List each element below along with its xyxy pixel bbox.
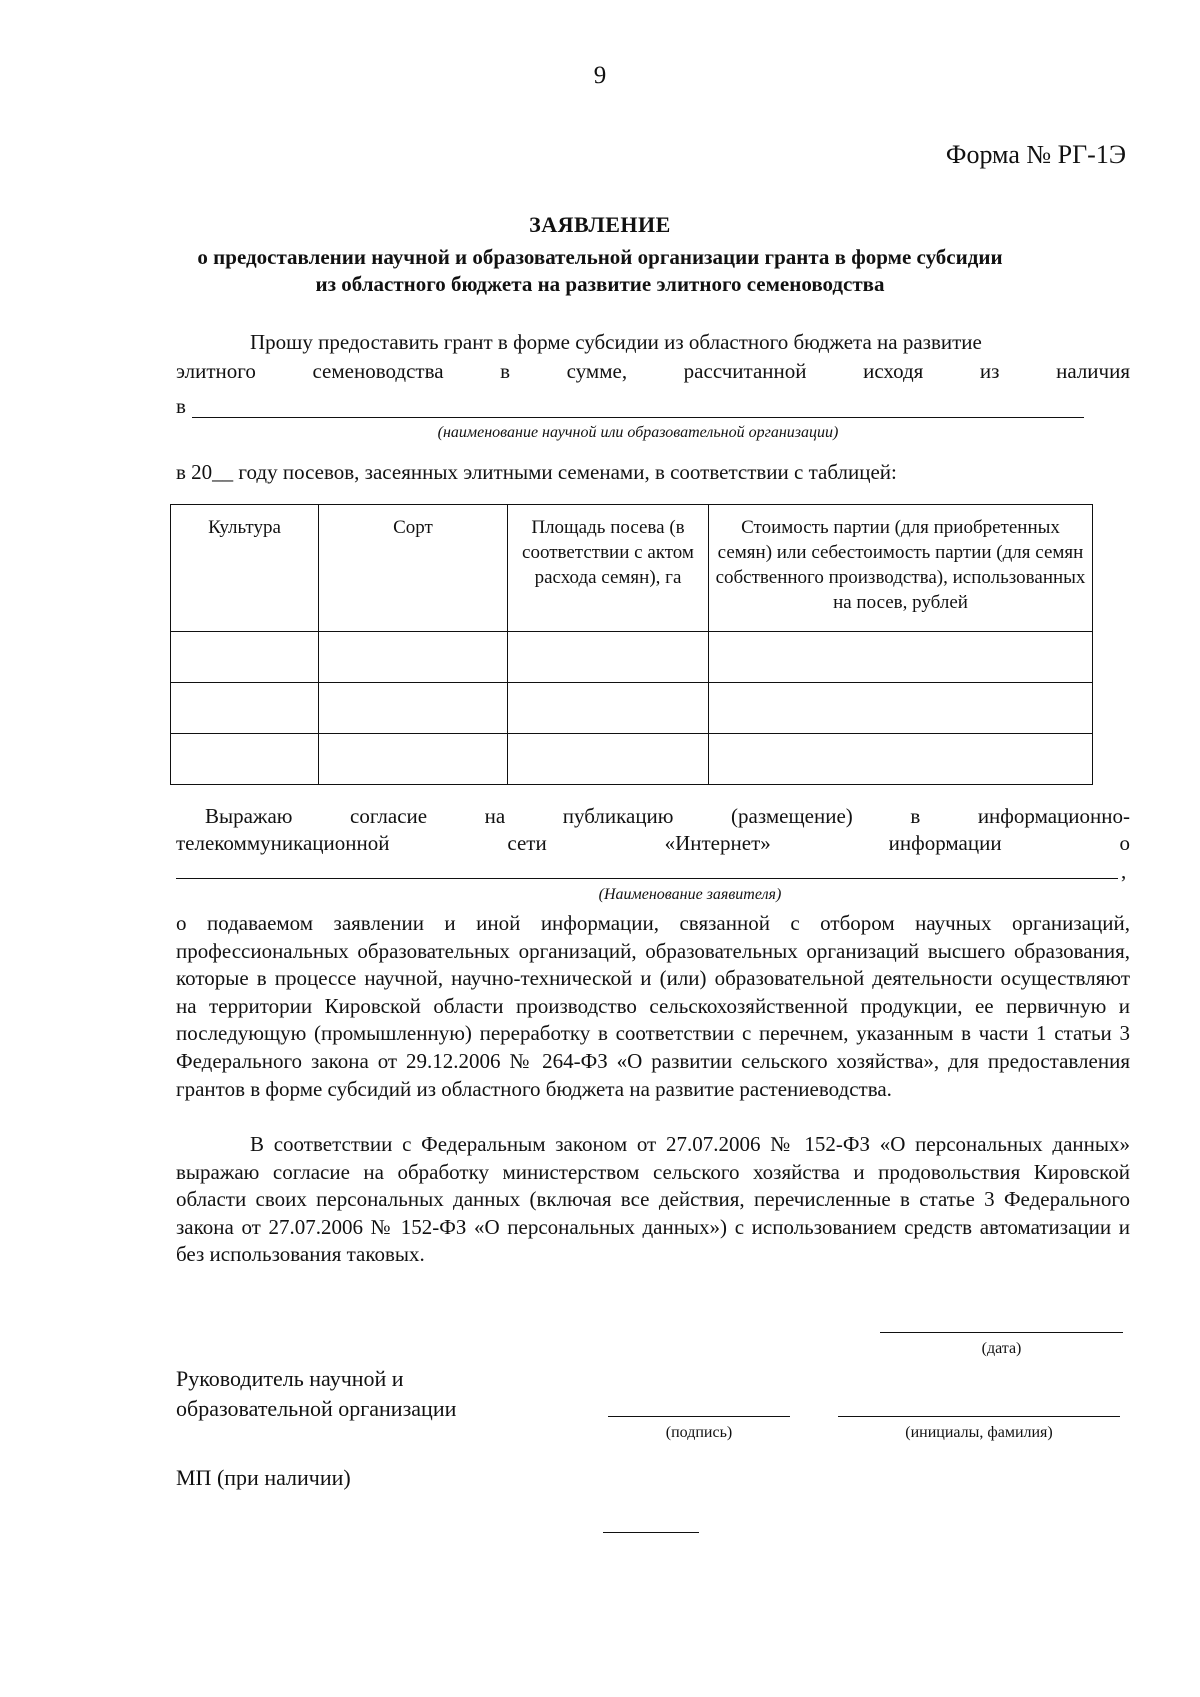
- table-row: [171, 632, 1093, 683]
- subtitle-line-2: из областного бюджета на развитие элитного семеноводства: [315, 272, 885, 296]
- request-line-2: элитного семеноводства в сумме, рассчитанной исходя из наличия: [176, 359, 1130, 383]
- document-subtitle: [150, 244, 1050, 298]
- applicant-line-comma: ,: [1121, 859, 1127, 883]
- document-title: ЗАЯВЛЕНИЕ: [529, 212, 671, 237]
- head-title-line-2: образовательной организации: [176, 1396, 457, 1421]
- table-row: [171, 734, 1093, 785]
- table-header-culture: Культура: [171, 505, 319, 632]
- organization-name-line[interactable]: [192, 417, 1084, 418]
- table-cell[interactable]: [171, 632, 319, 683]
- applicant-name-caption: (Наименование заявителя): [598, 886, 782, 903]
- table-header-area: Площадь посева (в соответствии с актом расхода семян), га: [508, 505, 709, 632]
- table-row: [171, 683, 1093, 734]
- table-cell[interactable]: [508, 683, 709, 734]
- table-cell[interactable]: [319, 632, 508, 683]
- initials-line[interactable]: [838, 1416, 1120, 1417]
- request-line-1: Прошу предоставить грант в форме субсидии из областного бюджета на развитие: [250, 330, 982, 354]
- consent-line-2: телекоммуникационной сети «Интернет» информации о: [176, 831, 1130, 855]
- subtitle-line-1: о предоставлении научной и образовательной организации гранта в форме субсидии: [197, 245, 1003, 269]
- stamp-label: МП (при наличии): [176, 1465, 351, 1490]
- date-line[interactable]: [880, 1332, 1123, 1333]
- page-number: 9: [593, 62, 607, 89]
- date-caption: (дата): [981, 1340, 1022, 1357]
- consent-line-1: Выражаю согласие на публикацию (размещение) в информационно-: [205, 804, 1130, 828]
- table-cell[interactable]: [171, 734, 319, 785]
- head-title-line-1: Руководитель научной и: [176, 1366, 404, 1391]
- signature-line[interactable]: [608, 1416, 790, 1417]
- year-line: в 20__ году посевов, засеянных элитными семенами, в соответствии с таблицей:: [176, 460, 897, 484]
- bottom-short-line: [603, 1532, 699, 1533]
- table-cell[interactable]: [709, 632, 1093, 683]
- table-cell[interactable]: [508, 734, 709, 785]
- organization-name-caption: (наименование научной или образовательной организации): [437, 424, 839, 441]
- table-cell[interactable]: [709, 734, 1093, 785]
- table-header-variety: Сорт: [319, 505, 508, 632]
- consent-paragraph: о подаваемом заявлении и иной информации, связанной с отбором научных организаций, профессиональных образовательных организаций, образовательных организаций высшего образования, которые в процессе научной, научно-технической и (или) образовательной деятельности осуществляют на территории Кировской области производство сельскохозяйственной продукции, ее первичную и последующую (промышленную) переработку в соответствии с перечнем, указанным в части 1 статьи 3 Федерального закона от 29.12.2006 № 264-ФЗ «О развитии сельского хозяйства», для предоставления грантов в форме субсидий из областного бюджета на развитие растениеводства.: [176, 911, 1130, 1101]
- table-cell[interactable]: [319, 734, 508, 785]
- table-cell[interactable]: [508, 632, 709, 683]
- form-number: Форма № РГ-1Э: [945, 140, 1126, 169]
- request-prefix-v: в: [176, 394, 186, 418]
- personal-data-paragraph: В соответствии с Федеральным законом от 27.07.2006 № 152-ФЗ «О персональных данных» выражаю согласие на обработку министерством сельского хозяйства и продовольствия Кировской области своих персональных данных (включая все действия, перечисленные в статье 3 Федерального закона от 27.07.2006 № 152-ФЗ «О персональных данных») с использованием средств автоматизации и без использования таковых.: [176, 1132, 1130, 1267]
- table-cell[interactable]: [171, 683, 319, 734]
- table-cell[interactable]: [319, 683, 508, 734]
- initials-caption: (инициалы, фамилия): [905, 1424, 1053, 1441]
- table-header-row: [171, 505, 1093, 632]
- table-cell[interactable]: [709, 683, 1093, 734]
- applicant-name-line[interactable]: [176, 878, 1118, 879]
- signature-caption: (подпись): [665, 1424, 733, 1441]
- seed-table: [170, 504, 1093, 785]
- table-header-cost: Стоимость партии (для приобретенных семян) или себестоимость партии (для семян собственного производства), использованных на посев, рублей: [709, 505, 1093, 632]
